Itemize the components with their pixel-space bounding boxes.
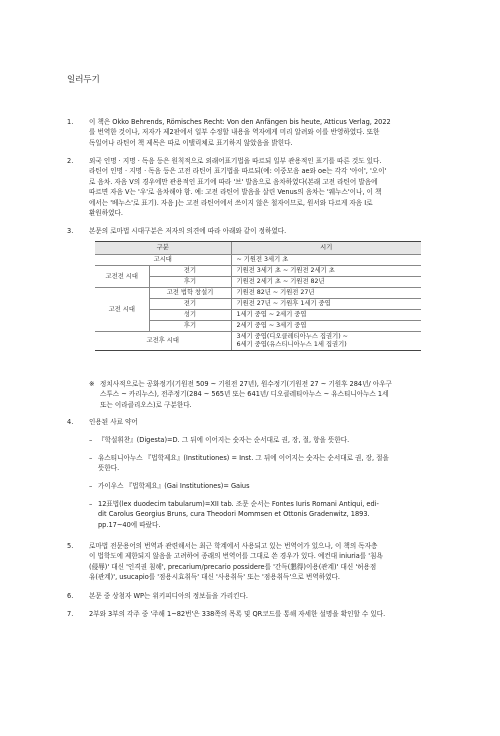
- item-line: 따르면 자음 V는 '우'로 음차해야 함. 예: 고전 라틴어 발음을 살린 Venus의 음차는 '웨누스'이나, 이 책: [89, 188, 382, 197]
- period-sub-label: 성기: [149, 310, 231, 321]
- item-number: 7.: [67, 610, 74, 618]
- item-line: 로 음차. 자음 V의 경우에만 관용적인 표기에 따라 '브' 발음으로 음차하였다(본래 고전 라틴어 발음에: [89, 177, 378, 186]
- item-line: 인용된 사료 약어: [89, 418, 138, 426]
- bullet-text: [98, 435, 435, 445]
- bullet-text: [98, 499, 435, 530]
- period-range: 기원전 27년 ~ 기원후 1세기 중엽: [231, 299, 421, 310]
- item-number: 4.: [67, 418, 74, 426]
- item-line: 이 법학도에 제한되지 않음을 고려하여 종래의 번역어를 그대로 쓴 경우가 있다. 예컨대 iniuria를 '침욕: [89, 552, 383, 561]
- item-number: 3.: [67, 227, 74, 235]
- item-number: 6.: [67, 592, 74, 600]
- notice-item-2: [67, 156, 437, 218]
- bullet-line: 『학설휘찬』(Digesta)=D. 그 뒤에 이어지는 숫자는 순서대로 권, 장, 절, 항을 뜻한다.: [98, 436, 350, 444]
- notice-item-5: [67, 541, 437, 583]
- item-line: 환원하였다.: [89, 209, 123, 218]
- bullet-line: 유스티니아누스 『법학제요』(Institutiones) = Inst. 그 뒤에 이어지는 숫자는 순서대로 권, 장, 절을: [98, 454, 389, 462]
- notice-item-3: [67, 226, 437, 236]
- item-line: 본문의 로마법 시대구분은 저자의 의견에 따라 아래와 같이 정하였다.: [89, 227, 287, 235]
- item-line: 외국 인명 · 지명 · 독음 등은 원칙적으로 외래어표기법을 따르되 일부 관용적인 표기를 따른 것도 있다.: [89, 157, 382, 165]
- notice-item-1: [67, 117, 437, 148]
- notice-item-4: [67, 417, 437, 427]
- period-label: 고전후 시대: [95, 332, 231, 351]
- period-group-label: 고전 시대: [95, 288, 149, 332]
- item-line: 독일어나 라틴어 책 제목은 따로 이탤릭체로 표기하지 않았음을 밝힌다.: [89, 138, 293, 147]
- item-number: 5.: [67, 542, 74, 550]
- note-line: 스투스 ~ 카리누스), 전주정기(284 ~ 565년 또는 641년/ 디오클레티아누스 ~ 유스티니아누스 1세: [100, 390, 389, 399]
- bullet-line: 뜻한다.: [98, 464, 120, 473]
- note-line: 정치사적으로는 공화정기(기원전 509 ~ 기원전 27년), 원수정기(기원전 27 ~ 기원후 284년/ 아우구: [100, 380, 392, 388]
- bullet-dash: –: [89, 454, 93, 462]
- item-line: 로마법 전문용어의 번역과 관련해서는 최근 학계에서 사용되고 있는 번역어가 있으나, 이 책의 독자층: [89, 542, 378, 550]
- bullet-line: dit Carolus Georgius Bruns, cura Theodori Mommsen et Ottonis Gradenwitz, 1893.: [98, 510, 370, 519]
- period-sub-label: 전기: [149, 266, 231, 277]
- period-range: [231, 332, 421, 351]
- item-text: [89, 226, 437, 236]
- item-line: 2부와 3부의 각주 중 '주해 1~82번'은 338쪽의 목록 및 QR코드를 통해 자세한 설명을 확인할 수 있다.: [89, 610, 386, 618]
- period-range-line: 3세기 중엽(디오클레티아누스 집권기) ~: [236, 333, 348, 340]
- table-row: [95, 255, 421, 266]
- period-range: 기원전 3세기 초 ~ 기원전 2세기 초: [231, 266, 421, 277]
- item-text: [89, 117, 437, 148]
- page-heading: 일러두기: [67, 75, 100, 85]
- item-text: [89, 156, 437, 218]
- bullet-text: [98, 481, 435, 491]
- period-range: 1세기 중엽 ~ 2세기 중엽: [231, 310, 421, 321]
- note-text: [100, 379, 435, 410]
- period-range: 기원전 2세기 초 ~ 기원전 82년: [231, 277, 421, 288]
- item-line: 라틴어 인명 · 지명 · 독음 등은 고전 라틴어 표기법을 따르되(예: 이중모음 ae와 oe는 각각 '아이', '오이': [89, 167, 387, 176]
- item-line: 에서는 '베누스'로 표기). 자음 J는 고전 라틴어에서 쓰이지 않은 철자이므로, 원서와 다르게 자음 I로: [89, 198, 373, 207]
- period-sub-label: 전기: [149, 299, 231, 310]
- table-header-row: [95, 242, 421, 255]
- item-line: 유(관계)', usucapio를 '점용시효취득' 대신 '사용취득' 또는 '점용취득'으로 번역하였다.: [89, 573, 340, 582]
- bullet-line: 가이우스 『법학제요』(Gai Institutiones)= Gaius: [98, 482, 250, 490]
- table-header-period: 시기: [231, 242, 421, 255]
- bullet-line: pp.17~40에 따랐다.: [98, 520, 161, 529]
- abbreviation-institutiones: [89, 453, 435, 474]
- notice-item-7: [67, 609, 437, 619]
- period-range: ~ 기원전 3세기 초: [231, 255, 421, 266]
- notice-item-6: [67, 591, 437, 601]
- item-text: [89, 541, 437, 583]
- table-row: [95, 266, 421, 277]
- bullet-dash: –: [89, 482, 93, 490]
- period-range-line: 6세기 중엽(유스티니아누스 1세 집권기): [236, 341, 347, 348]
- bullet-text: [98, 453, 435, 474]
- item-line: 이 책은 Okko Behrends, Römisches Recht: Von den Anfängen bis heute, Atticus Verlag, 2022: [89, 118, 391, 126]
- period-label: 고시대: [95, 255, 231, 266]
- abbreviation-gaius: [89, 481, 435, 491]
- item-line: 본문 중 상첨자 WP는 위키피디아의 정보들을 가리킨다.: [89, 592, 248, 600]
- item-text: [89, 417, 437, 427]
- bullet-line: 12표법(lex duodecim tabularum)=XII tab. 조문 순서는 Fontes Iuris Romani Antiqui, edi-: [98, 500, 379, 508]
- item-line: (侵辱)' 대신 '인격권 침해', precarium/precario possidere를 '간득(懇得)이용(관계)' 대신 '허용점: [89, 562, 377, 571]
- period-sub-label: 후기: [149, 321, 231, 332]
- period-range: 기원전 82년 ~ 기원전 27년: [231, 288, 421, 299]
- period-sub-label: 후기: [149, 277, 231, 288]
- period-sub-label: 고전 법학 창설기: [149, 288, 231, 299]
- item-number: 2.: [67, 157, 74, 165]
- item-text: [89, 591, 437, 601]
- note-mark: ※: [89, 380, 95, 388]
- item-text: [89, 609, 437, 619]
- period-group-label: 고전전 시대: [95, 266, 149, 288]
- note-line: 또는 이라클리오스)로 구분한다.: [100, 400, 192, 409]
- abbreviation-twelve-tables: [89, 499, 435, 530]
- table-header-division: 구분: [95, 242, 231, 255]
- item-number: 1.: [67, 118, 74, 126]
- bullet-dash: –: [89, 436, 93, 444]
- roman-law-period-table: [95, 241, 421, 351]
- table-row: [95, 332, 421, 351]
- political-history-note: [89, 379, 435, 410]
- item-line: 를 번역한 것이나, 저자가 제2판에서 일부 수정할 내용을 역자에게 미리 알려와 이를 반영하였다. 또한: [89, 128, 380, 137]
- period-range: 2세기 중엽 ~ 3세기 중엽: [231, 321, 421, 332]
- bullet-dash: –: [89, 500, 93, 508]
- table-row: [95, 288, 421, 299]
- abbreviation-digesta: [89, 435, 435, 445]
